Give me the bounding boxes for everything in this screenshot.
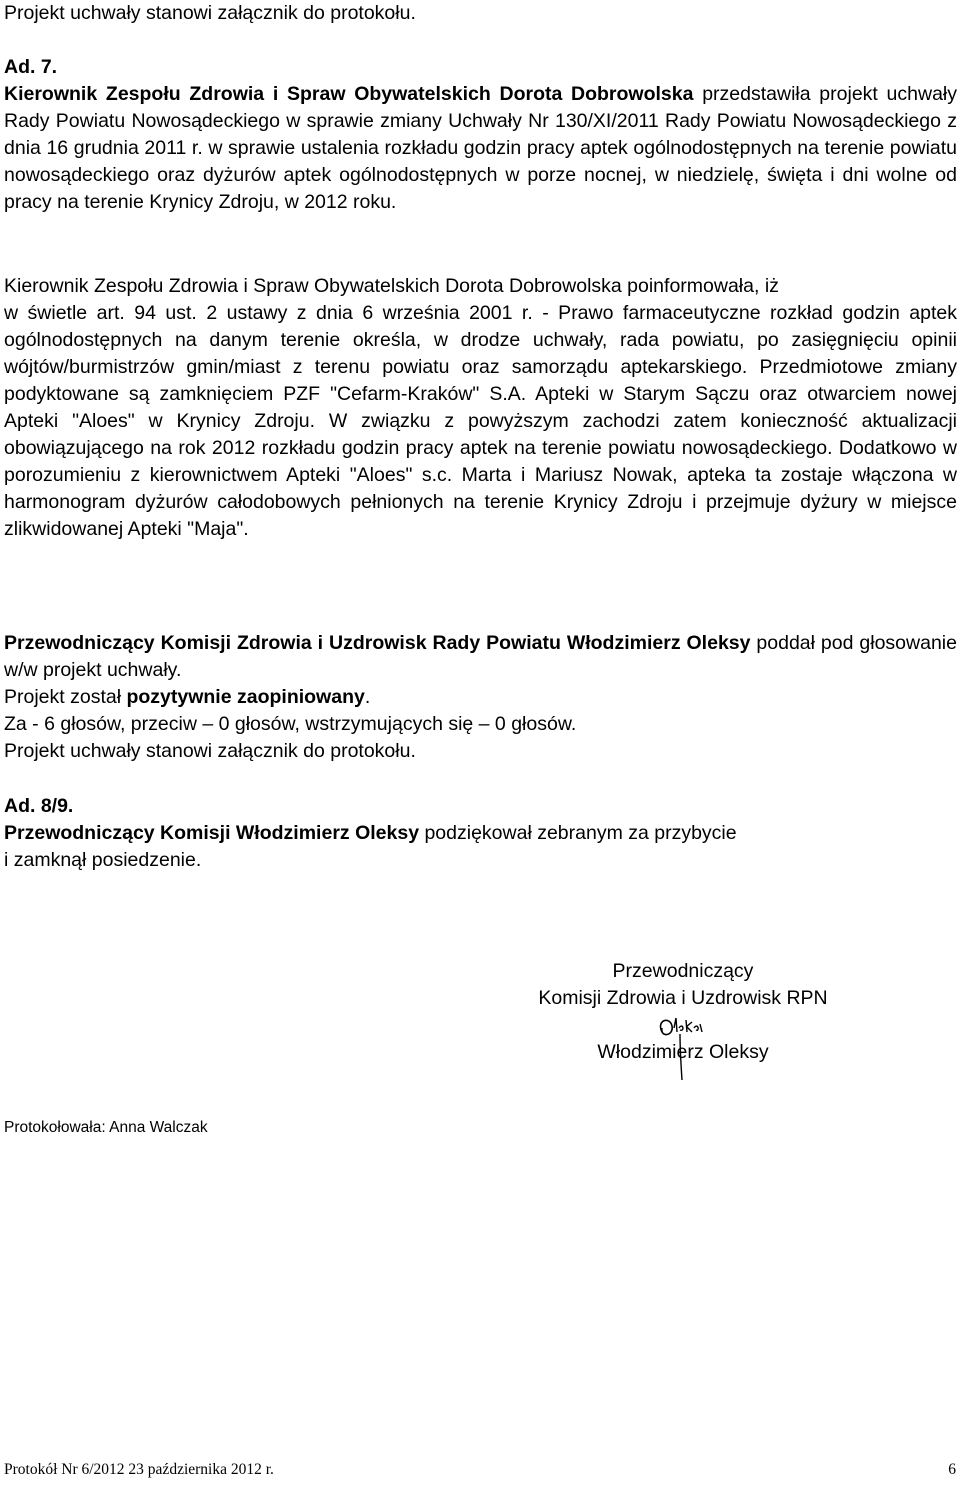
intro-line: Projekt uchwały stanowi załącznik do protokołu. <box>4 2 416 24</box>
vote-chair-bold: Przewodniczący Komisji Zdrowia i Uzdrowisk Rady Powiatu Włodzimierz Oleksy <box>4 632 751 654</box>
ad7-p1-text-b: w sprawie ustalenia rozkładu godzin pracy aptek ogólnodostępnych na terenie powiatu nowosądeckiego oraz dyżurów aptek ogólnodostępnych w porze nocnej, w niedzielę, święta i dni wolne od pracy na terenie Krynicy Zdroju, w 2012 roku. <box>4 137 958 213</box>
vote-paragraph <box>4 630 957 684</box>
ad7-p1-bold: Kierownik Zespołu Zdrowia i Spraw Obywatelskich Dorota Dobrowolska <box>4 83 694 105</box>
ad89-chair-bold: Przewodniczący Komisji Włodzimierz Oleksy <box>4 822 420 844</box>
section-vote <box>4 630 957 765</box>
vote-result-bold: pozytywnie zaopiniowany <box>126 686 365 708</box>
ad89-paragraph: Przewodniczący Komisji Włodzimierz Oleksy podziękował zebranym za przybycie <box>4 822 737 844</box>
ad7-p1-text-a: przedstawiła projekt uchwały Rady Powiatu Nowosądeckiego w sprawie zmiany Uchwały Nr 130/XI/2011 Rady Powiatu Nowosądeckiego z dnia 16 grudnia 2011 r. <box>4 83 957 159</box>
handwritten-signature <box>650 1010 710 1085</box>
vote-attachment: Projekt uchwały stanowi załącznik do protokołu. <box>4 740 416 762</box>
vote-text: poddał pod głosowanie w/w projekt uchwały. <box>4 632 957 681</box>
footer-page-number: 6 <box>948 1461 956 1478</box>
footer-protocol: Protokół Nr 6/2012 23 października 2012 r. <box>4 1461 274 1478</box>
section-ad89 <box>4 793 957 874</box>
signature-title: Przewodniczący <box>612 960 754 982</box>
ad89-line2: i zamknął posiedzenie. <box>4 849 202 871</box>
ad89-heading: Ad. 8/9. <box>4 795 74 817</box>
signature-name: Włodzimierz Oleksy <box>597 1041 769 1063</box>
signature-committee: Komisji Zdrowia i Uzdrowisk RPN <box>538 987 828 1009</box>
ad7-p2-text: w świetle art. 94 ust. 2 ustawy z dnia 6 września 2001 r. - Prawo farmaceutyczne rozkład godzin aptek ogólnodostępnych na danym terenie określa, w drodze uchwały, rada powiatu, po zasięgnięciu opinii wójtów/burmistrzów gmin/miast z terenu powiatu oraz samorządu aptekarskiego. Przedmiotowe zmiany podyktowane są zamknięciem PZF "Cefarm-Kraków" S.A. Apteki w Starym Sączu oraz otwarciem nowej Apteki "Aloes" w Krynicy Zdroju. W związku z powyższym zachodzi zatem konieczność aktualizacji obowiązującego na rok 2012 rozkładu godzin pracy aptek na terenie powiatu nowosądeckiego. Dodatkowo w porozumieniu z kierownictwem Apteki "Aloes" s.c. Marta i Mariusz Nowak, apteka ta zostaje włączona w harmonogram dyżurów całodobowych pełnionych na terenie Krynicy Zdroju i przejmuje dyżury w miejsce zlikwidowanej Apteki "Maja". <box>4 302 957 540</box>
vote-result: Projekt został pozytywnie zaopiniowany. <box>4 686 371 708</box>
recorder-line: Protokołowała: Anna Walczak <box>4 1119 208 1136</box>
ad7-paragraph-1 <box>4 81 957 216</box>
section-ad7 <box>4 54 957 216</box>
ad7-p2-line1: Kierownik Zespołu Zdrowia i Spraw Obywatelskich Dorota Dobrowolska poinformowała, iż <box>4 275 779 297</box>
vote-counts: Za - 6 głosów, przeciw – 0 głosów, wstrzymujących się – 0 głosów. <box>4 713 577 735</box>
ad7-heading: Ad. 7. <box>4 56 58 78</box>
page-footer <box>4 1461 956 1479</box>
ad7-paragraph-2 <box>4 273 957 543</box>
